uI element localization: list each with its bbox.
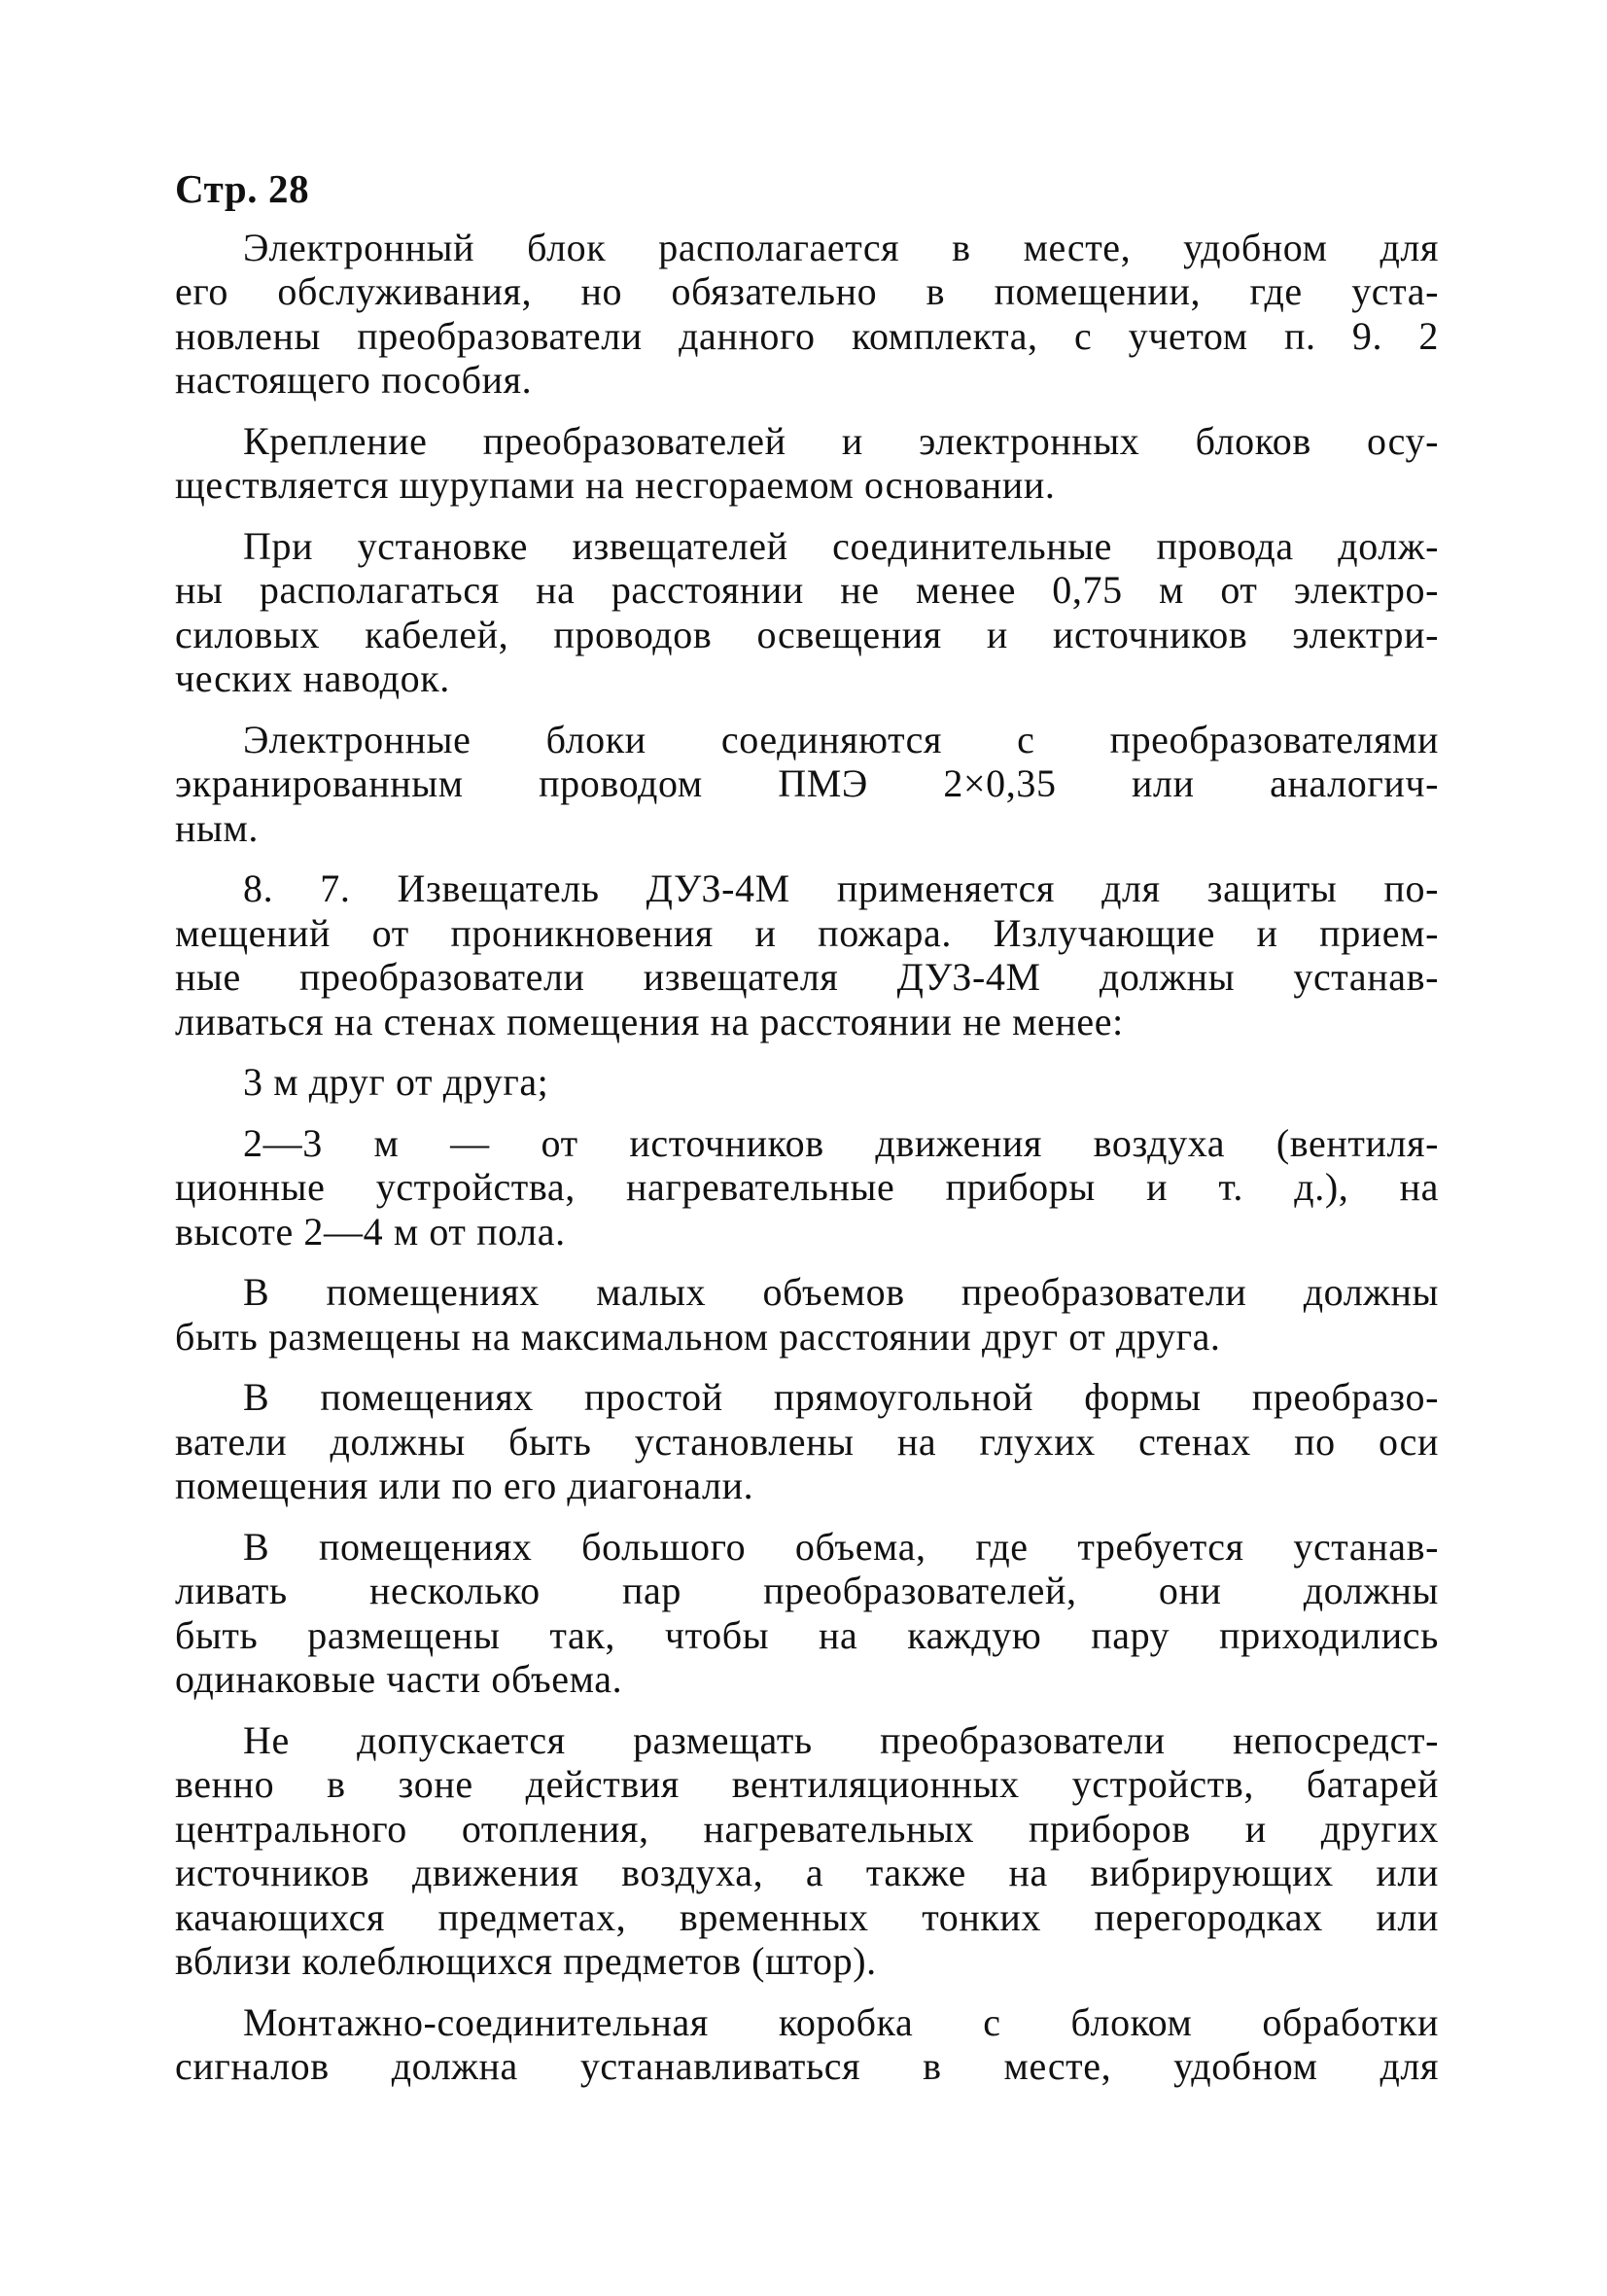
text-line: мещений от проникновения и пожара. Излучающие и прием- (175, 910, 1439, 955)
text-line: Электронный блок располагается в месте, удобном для (243, 225, 1439, 269)
text-line: источников движения воздуха, а также на вибрирующих или (175, 1851, 1439, 1894)
text-line: ные преобразователи извещателя ДУЗ-4М должны устанав- (175, 955, 1439, 999)
text-line: быть размещены так, чтобы на каждую пару приходились (175, 1612, 1439, 1657)
paragraph (175, 1060, 1439, 1105)
text-line: одинаковые части объема. (175, 1657, 623, 1701)
text-line: Монтажно-соединительная коробка с блоком обработки (243, 1999, 1439, 2044)
page-number: Стр. 28 (175, 166, 310, 211)
paragraph (175, 2000, 1439, 2089)
paragraph (175, 1525, 1439, 1702)
text-line: новлены преобразователи данного комплекта, с учетом п. 9. 2 (175, 313, 1439, 358)
text-line: ватели должны быть установлены на глухих стенах по оси (175, 1419, 1439, 1464)
paragraph (175, 718, 1439, 851)
paragraph (175, 226, 1439, 403)
paragraph (175, 1121, 1439, 1254)
text-line: В помещениях большого объема, где требуется устанав- (243, 1524, 1439, 1569)
text-line: центрального отопления, нагревательных приборов и других (175, 1806, 1439, 1851)
paragraph (175, 1718, 1439, 1984)
text-line: Крепление преобразователей и электронных блоков осу- (243, 418, 1439, 463)
text-line: 2—3 м — от источников движения воздуха (вентиля- (243, 1120, 1439, 1165)
text-line: В помещениях простой прямоугольной формы преобразо- (243, 1375, 1439, 1419)
text-line: быть размещены на максимальном расстоянии друг от друга. (175, 1314, 1221, 1359)
text-line: настоящего пособия. (175, 358, 533, 402)
paragraph (175, 1270, 1439, 1359)
text-line: ливаться на стенах помещения на расстоянии не менее: (175, 999, 1124, 1043)
text-line: В помещениях малых объемов преобразователи должны (243, 1270, 1439, 1314)
paragraph (175, 524, 1439, 701)
text-line: сигналов должна устанавливаться в месте, удобном для (175, 2044, 1439, 2088)
text-line: ливать несколько пар преобразователей, они должны (175, 1569, 1439, 1612)
text-line: ческих наводок. (175, 656, 450, 700)
text-line: его обслуживания, но обязательно в помещении, где уста- (175, 269, 1439, 313)
text-line: вблизи колеблющихся предметов (штор). (175, 1939, 877, 1983)
text-line: 8. 7. Извещатель ДУЗ-4М применяется для защиты по- (243, 866, 1439, 910)
text-line: Не допускается размещать преобразователи непосредст- (243, 1717, 1439, 1762)
text-line: качающихся предметах, временных тонких перегородках или (175, 1894, 1439, 1939)
document-page (175, 167, 1439, 2105)
body-text (175, 226, 1439, 2089)
paragraph (175, 419, 1439, 508)
text-line: силовых кабелей, проводов освещения и источников электри- (175, 612, 1439, 656)
text-line: помещения или по его диагонали. (175, 1464, 754, 1507)
text-line: венно в зоне действия вентиляционных устройств, батарей (175, 1762, 1439, 1806)
text-line: ны располагаться на расстоянии не менее 0,75 м от электро- (175, 568, 1439, 612)
text-line: ществляется шурупами на несгораемом основании. (175, 463, 1056, 507)
paragraph (175, 1375, 1439, 1508)
text-line: 3 м друг от друга; (243, 1060, 549, 1104)
text-line: высоте 2—4 м от пола. (175, 1209, 566, 1254)
text-line: ным. (175, 805, 259, 850)
paragraph (175, 866, 1439, 1043)
text-line: ционные устройства, нагревательные приборы и т. д.), на (175, 1165, 1439, 1209)
text-line: При установке извещателей соединительные провода долж- (243, 523, 1439, 568)
text-line: экранированным проводом ПМЭ 2×0,35 или аналогич- (175, 761, 1439, 805)
text-line: Электронные блоки соединяются с преобразователями (243, 717, 1439, 761)
